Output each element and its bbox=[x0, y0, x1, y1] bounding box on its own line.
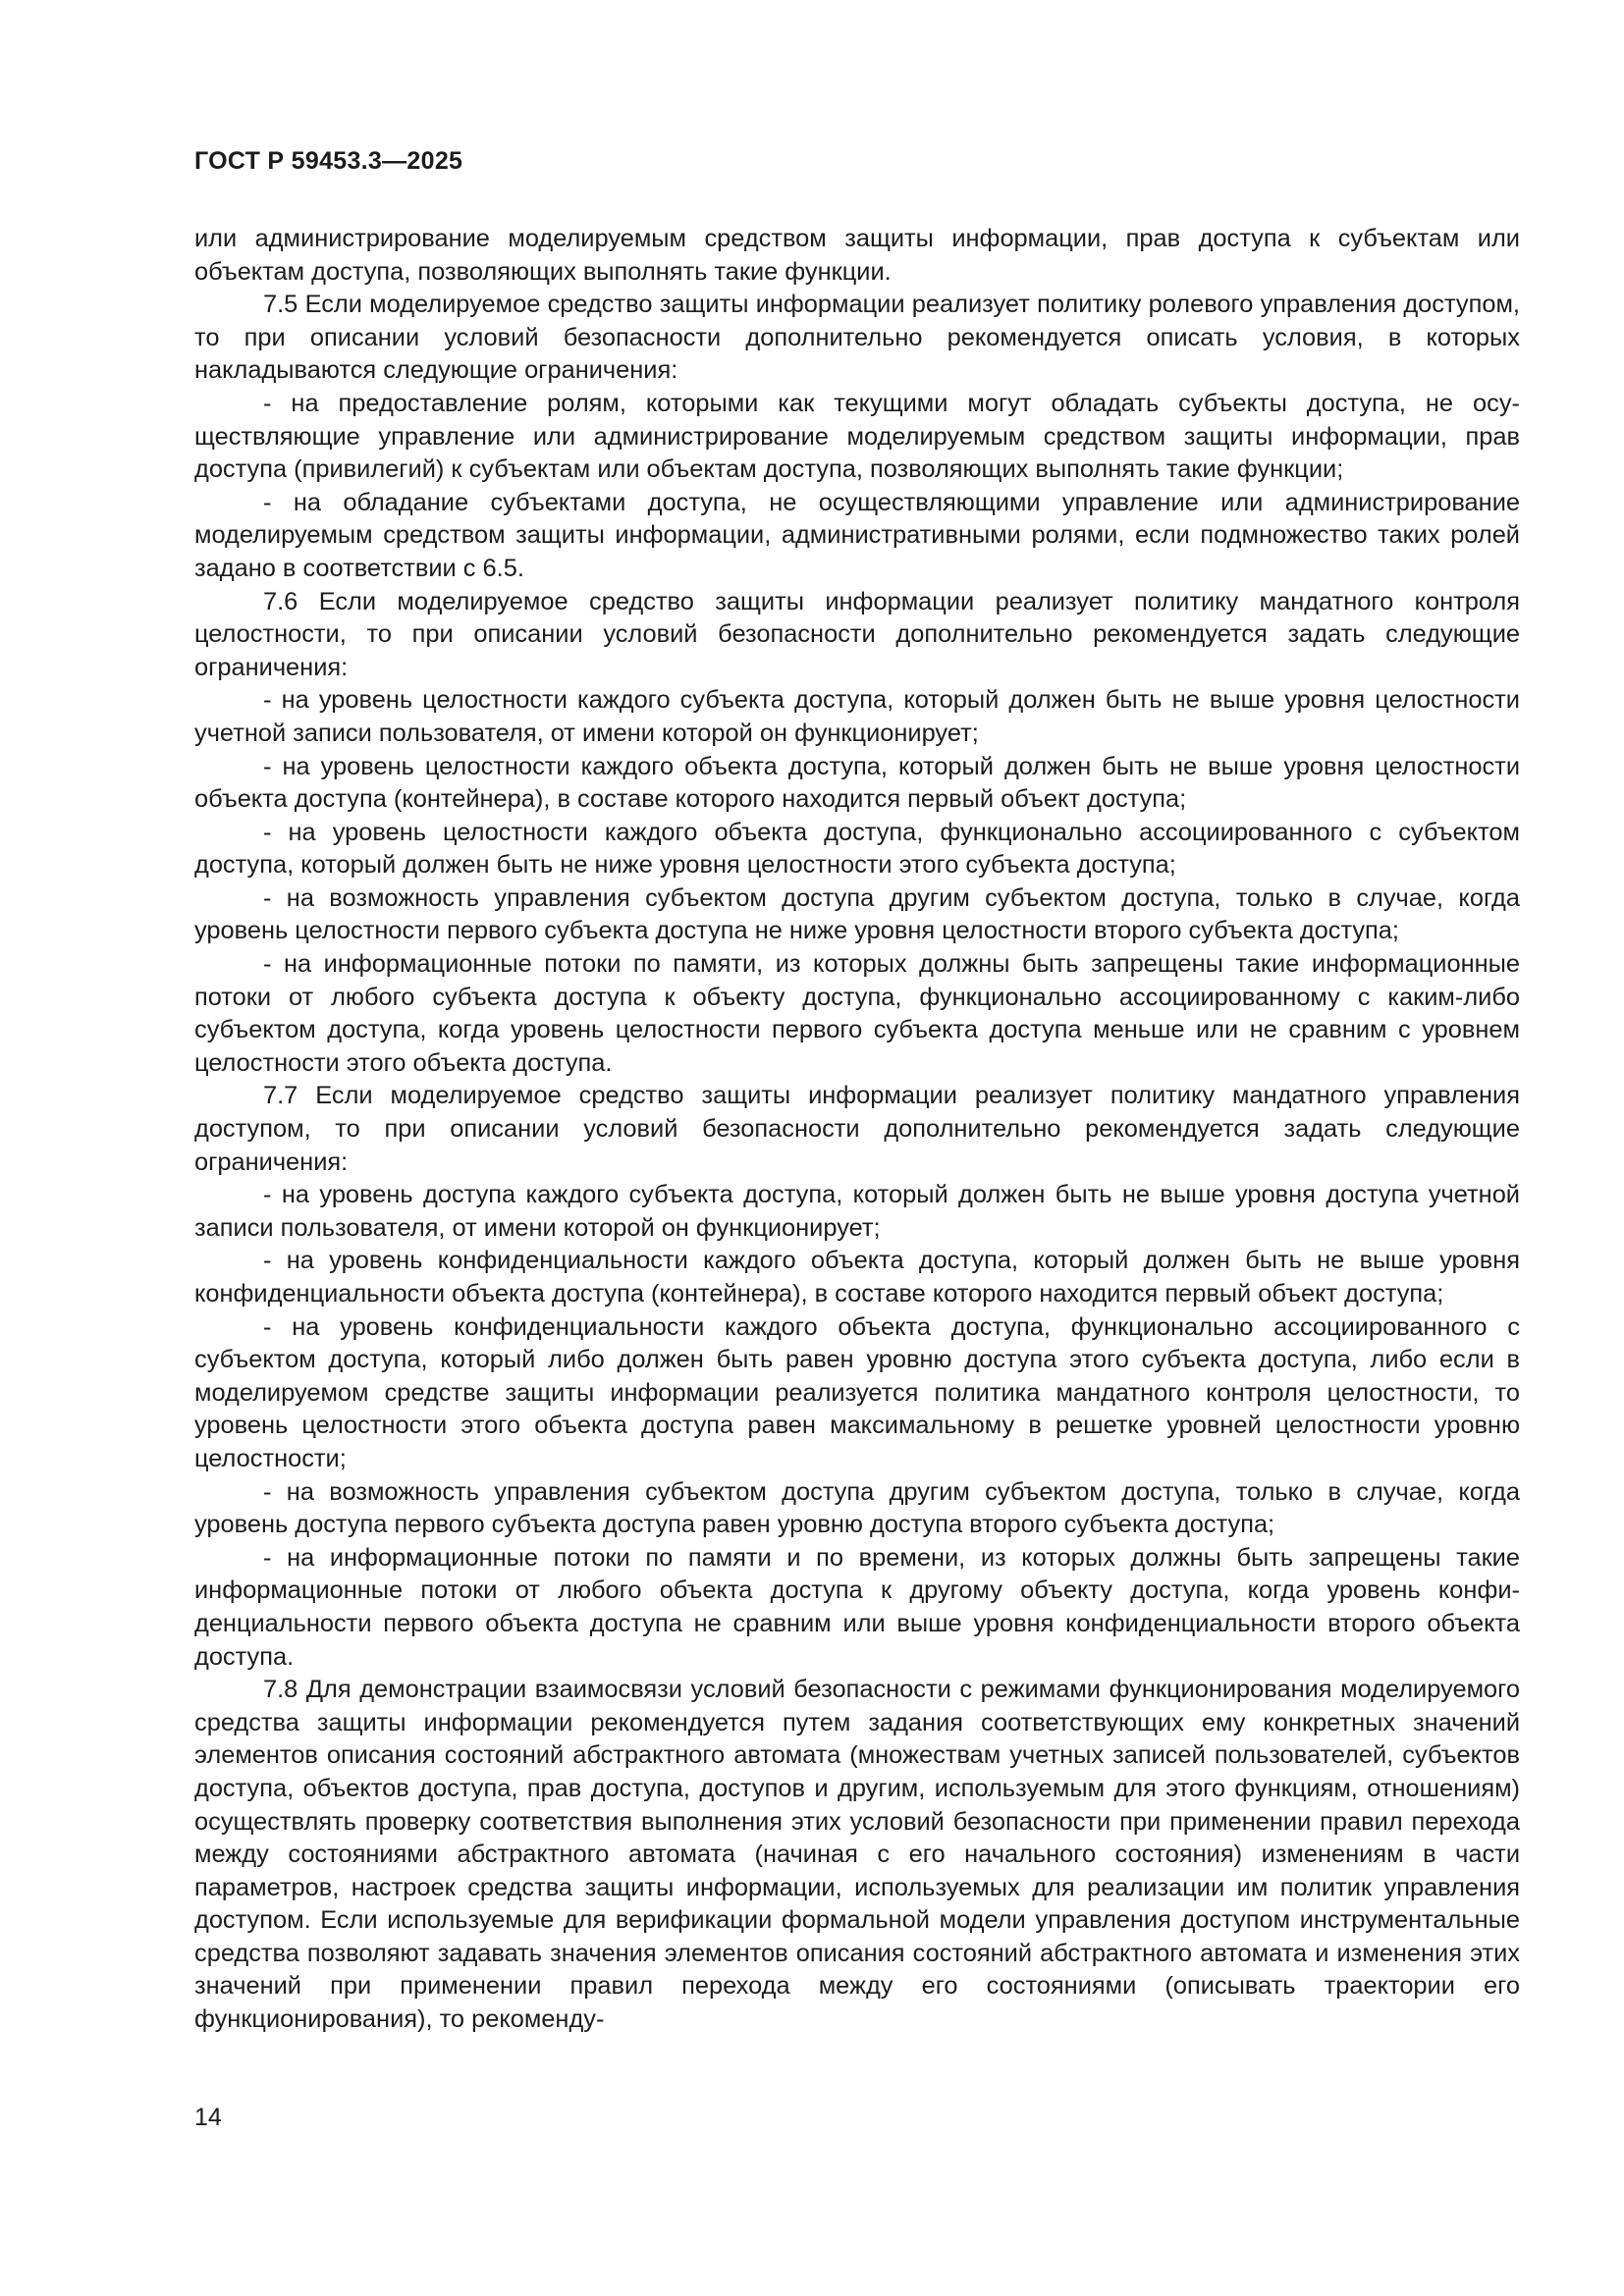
paragraph: - на уровень целостности каждого объекта доступа, функционально ассоциированного с субъектом доступа, который должен быть не ниже уровня целостности этого субъекта доступа; bbox=[194, 818, 1520, 880]
page-number: 14 bbox=[194, 2104, 222, 2131]
paragraph: - на предоставление ролям, которыми как текущими могут обладать субъекты доступа, не осуществляющие управление или администрирование моделируемым средством защиты информации, прав доступа (привилегий) к субъектам или объектам доступа, позволяющих выполнять такие функции; bbox=[194, 389, 1520, 484]
paragraph: - на возможность управления субъектом доступа другим субъектом доступа, только в случае, когда уровень целостности первого субъекта доступа не ниже уровня целостности второго субъекта доступа; bbox=[194, 883, 1520, 945]
paragraph: - на уровень конфиденциальности каждого объекта доступа, функционально ассоциированного с субъектом доступа, который либо должен быть равен уровню доступа этого субъекта доступа, либо если в моделируемом средстве защиты информации реализуется политика мандатного контроля целостности, то уровень целостности этого объекта доступа равен максимальному в решетке уровней целостности уровню целостности; bbox=[194, 1312, 1520, 1472]
paragraph: 7.5 Если моделируемое средство защиты информации реализует политику ролевого управления доступом, то при описании условий безопасности дополнительно рекомендуется описать условия, в которых накладываются следующие ограничения: bbox=[194, 291, 1520, 385]
paragraph: 7.6 Если моделируемое средство защиты информации реализует политику мандатного контроля целостности, то при описании условий безопасности дополнительно рекомендуется задать следующие ограничения: bbox=[194, 587, 1520, 681]
paragraph: - на уровень целостности каждого объекта доступа, который должен быть не выше уровня целостности объекта доступа (контейнера), в составе которого находится первый объект доступа; bbox=[194, 752, 1520, 814]
paragraph: 7.7 Если моделируемое средство защиты информации реализует политику мандатного управления доступом, то при описании условий безопасности дополнительно рекомендуется задать следующие ограничения: bbox=[194, 1082, 1520, 1176]
paragraph: - на информационные потоки по памяти и по времени, из которых должны быть запрещены такие информационные потоки от любого объекта доступа к другому объекту доступа, когда уровень конфиденциальности первого объекта доступа не сравним или выше уровня конфиденциальности второго объекта доступа. bbox=[194, 1543, 1520, 1671]
paragraph: - на уровень доступа каждого субъекта доступа, который должен быть не выше уровня доступа учетной записи пользователя, от имени которой он функционирует; bbox=[194, 1181, 1520, 1242]
standard-code-header: ГОСТ Р 59453.3—2025 bbox=[194, 147, 463, 175]
paragraph: - на уровень целостности каждого субъекта доступа, который должен быть не выше уровня целостности учетной записи пользователя, от имени которой он функционирует; bbox=[194, 686, 1520, 747]
paragraph: - на информационные потоки по памяти, из которых должны быть запрещены такие информационные потоки от любого субъекта доступа к объекту доступа, функционально ассоциированному с каким-либо субъектом доступа, когда уровень целостности первого субъекта доступа меньше или не сравним с уровнем целостности этого объекта доступа. bbox=[194, 950, 1520, 1077]
paragraph: 7.8 Для демонстрации взаимосвязи условий безопасности с режимами функционирования моделируемого средства защиты информации рекомендуется путем задания соответствующих ему конкретных значений элементов описания состояний абстрактного автомата (множествам учетных записей пользователей, субъектов доступа, объектов доступа, прав доступа, доступов и другим, используемым для этого функциям, отношениям) осуществлять проверку соответствия выполнения этих условий безопасности при применении правил перехода между состояниями абстрактного автомата (начиная с его начального состояния) изменениям в части параметров, настроек средства защиты информации, используемых для реализации им политик управления доступом. Если используемые для верификации формальной модели управления доступом инструментальные средства позволяют задавать значения элементов описания состояний абстрактного автомата и изменения этих значений при применении правил перехода между его состояниями (описывать траектории его функционирования), то рекоменду- bbox=[194, 1676, 1520, 2034]
paragraph: - на обладание субъектами доступа, не осуществляющими управление или администрирование моделируемым средством защиты информации, административными ролями, если подмножество таких ролей задано в соответствии с 6.5. bbox=[194, 488, 1520, 582]
paragraph: - на возможность управления субъектом доступа другим субъектом доступа, только в случае, когда уровень доступа первого субъекта доступа равен уровню доступа второго субъекта доступа; bbox=[194, 1477, 1520, 1539]
paragraph: или администрирование моделируемым средством защиты информации, прав доступа к субъектам или объектам доступа, позволяющих выполнять такие функции. bbox=[194, 225, 1520, 286]
paragraph: - на уровень конфиденциальности каждого объекта доступа, который должен быть не выше уровня конфиденциальности объекта доступа (контейнера), в составе которого находится первый объект доступа; bbox=[194, 1247, 1520, 1308]
body-text bbox=[194, 223, 1520, 2037]
